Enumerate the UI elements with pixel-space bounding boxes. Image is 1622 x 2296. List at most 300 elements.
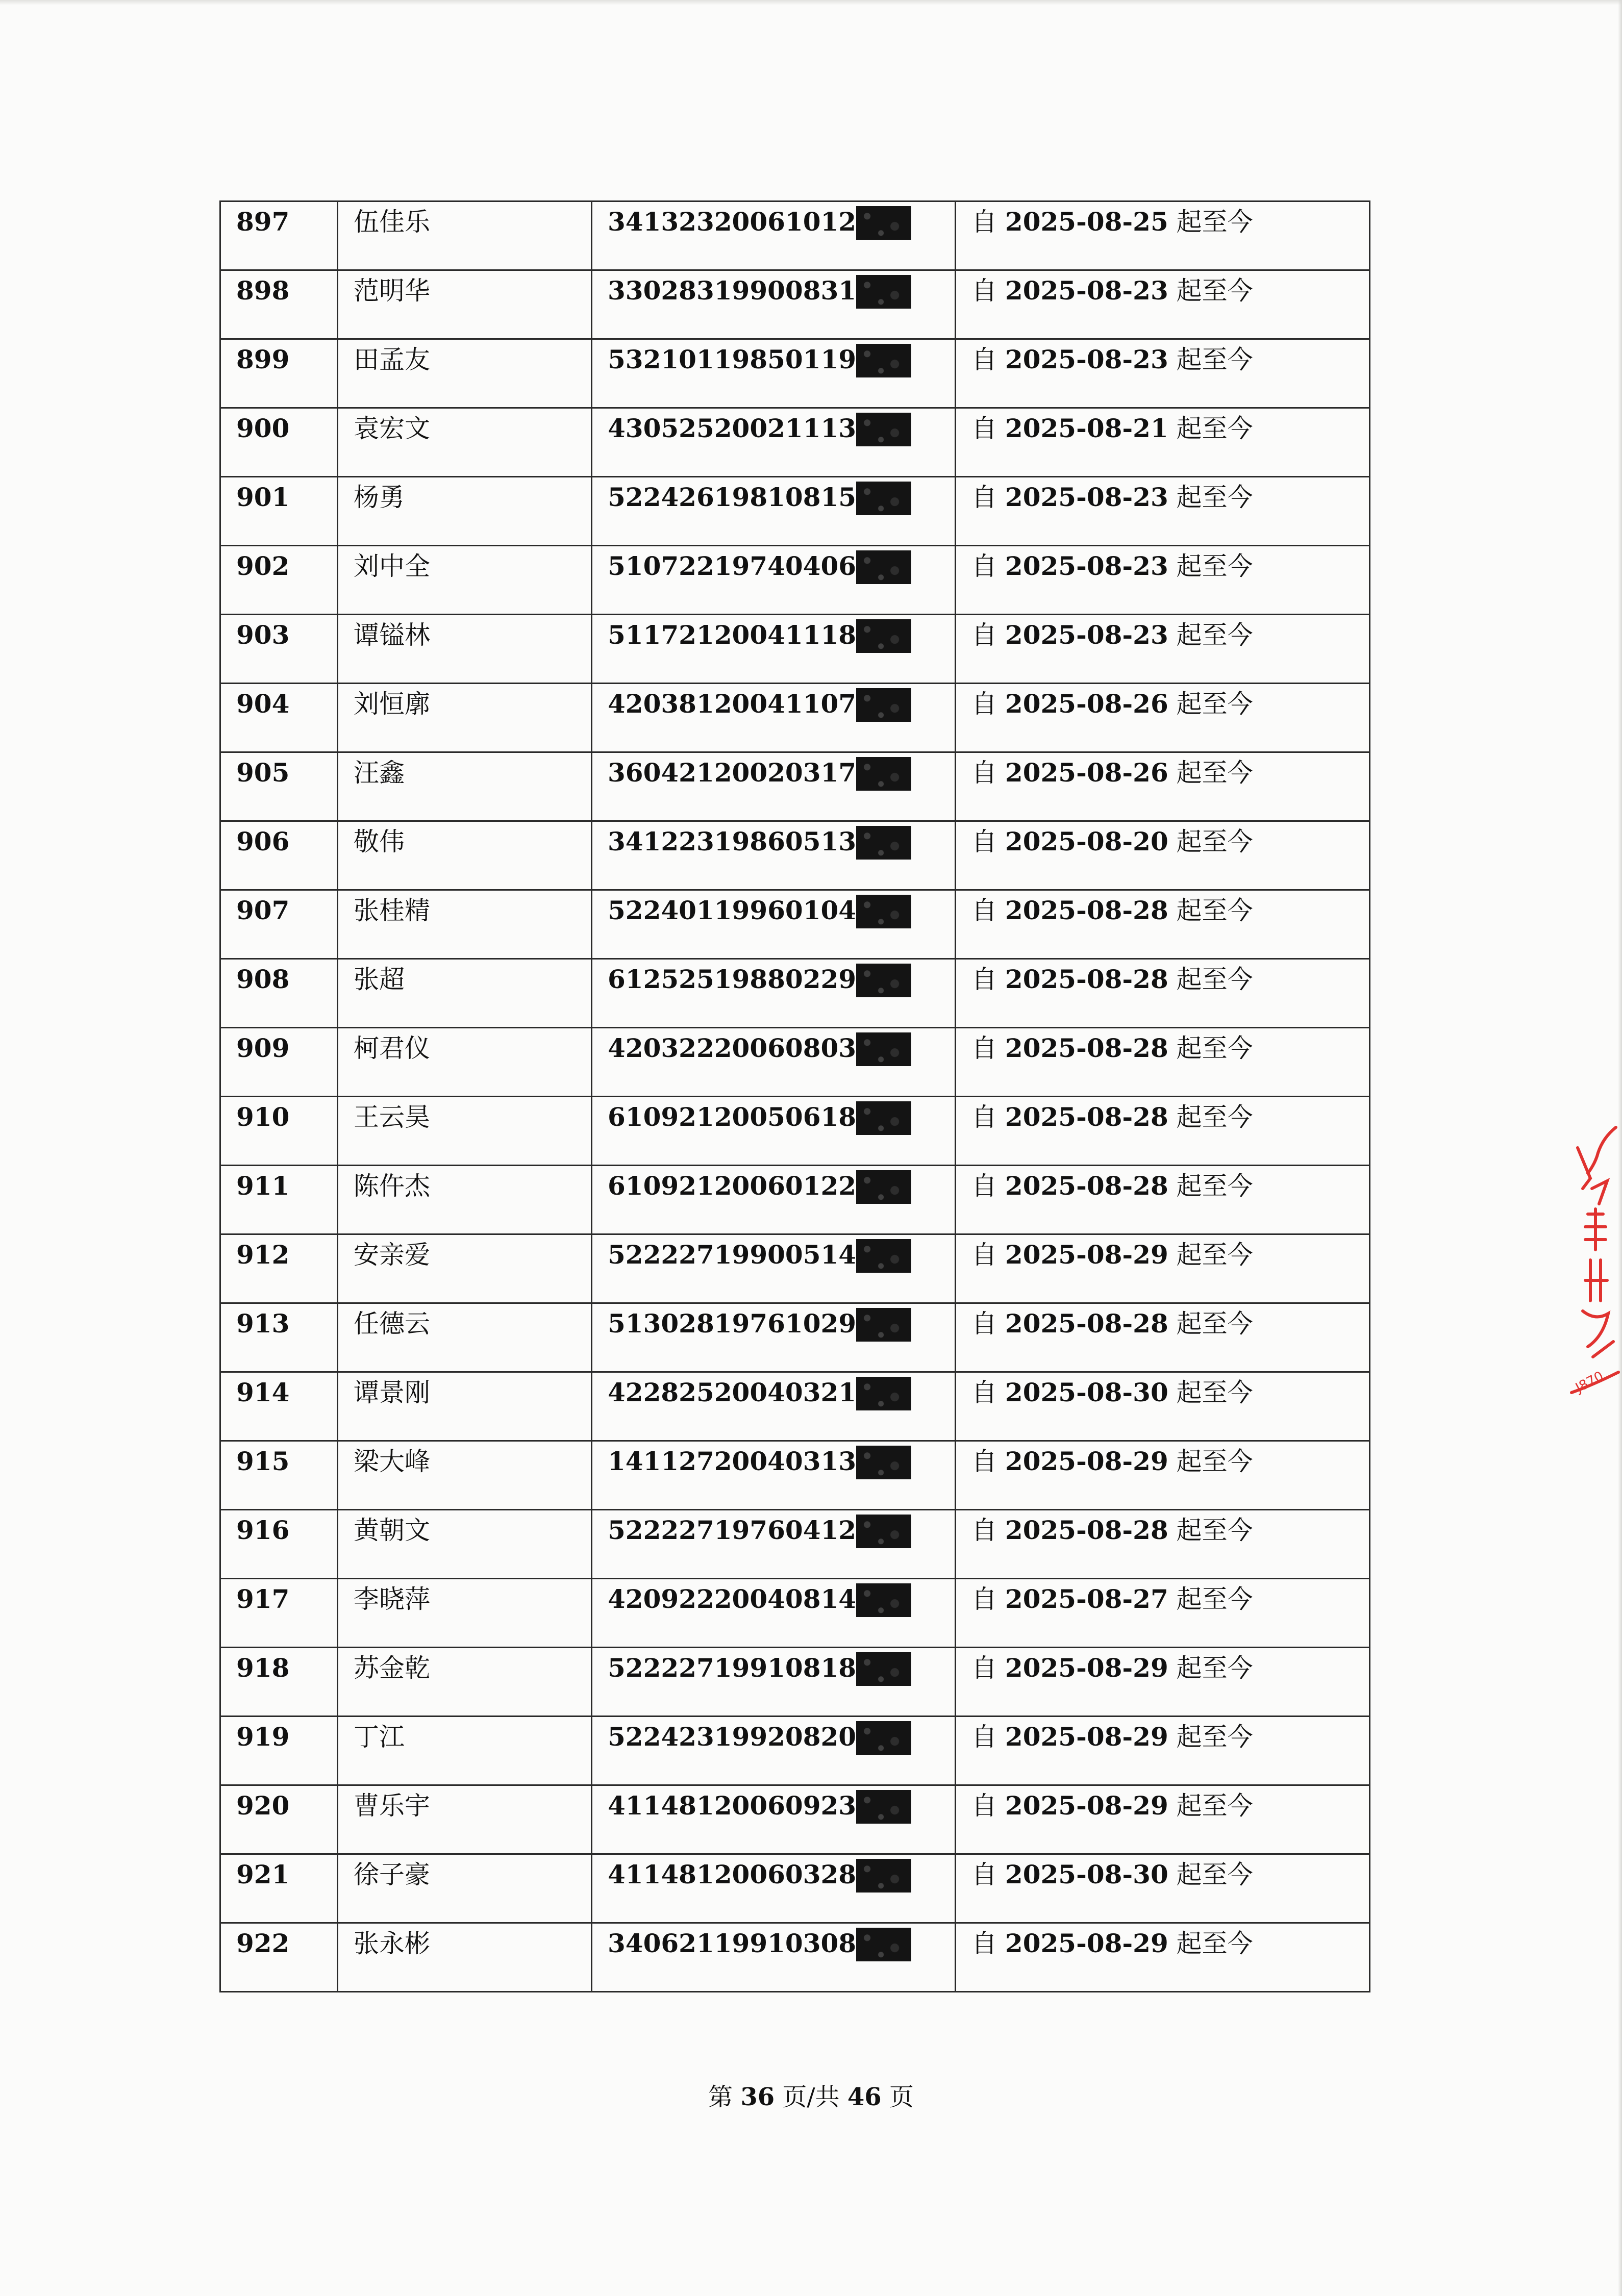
person-name: 王云昊: [354, 1102, 430, 1132]
cell-name: [338, 1579, 592, 1648]
redaction-block: [856, 1170, 911, 1204]
row-number: 922: [236, 1928, 290, 1958]
table-row: [220, 477, 1370, 546]
table-row: [220, 1372, 1370, 1441]
person-name: 汪鑫: [354, 758, 405, 788]
row-number: 902: [236, 551, 290, 581]
cell-id: [592, 1372, 956, 1441]
footer-suffix: 页: [889, 2083, 914, 2111]
seal-code-text: J870: [1573, 1368, 1606, 1396]
date-prefix: 自: [971, 689, 997, 719]
cell-no: [220, 1510, 338, 1579]
id-number: 14112720040313: [608, 1446, 857, 1476]
start-date: 2025-08-28: [1005, 1171, 1168, 1201]
redaction-block: [856, 275, 911, 309]
id-number: 52242619810815: [608, 482, 857, 512]
redaction-block: [856, 550, 911, 584]
cell-name: [338, 1648, 592, 1717]
cell-id: [592, 1510, 956, 1579]
date-suffix: 起至今: [1176, 551, 1253, 581]
cell-id: [592, 1166, 956, 1234]
cell-id: [592, 1717, 956, 1785]
table-row: [220, 1097, 1370, 1166]
row-number: 903: [236, 620, 290, 650]
cell-date: [956, 1923, 1370, 1992]
start-date: 2025-08-28: [1005, 1515, 1168, 1545]
id-number: 42092220040814: [608, 1584, 857, 1614]
row-number: 905: [236, 758, 290, 788]
cell-no: [220, 201, 338, 270]
date-suffix: 起至今: [1176, 1653, 1253, 1683]
table-row: [220, 821, 1370, 890]
start-date: 2025-08-30: [1005, 1377, 1168, 1407]
footer-middle: 页/共: [782, 2083, 840, 2111]
date-suffix: 起至今: [1176, 1240, 1253, 1270]
footer-total-pages: 46: [847, 2083, 882, 2111]
id-number: 51172120041118: [608, 620, 857, 650]
person-name: 丁江: [354, 1722, 405, 1752]
cell-name: [338, 890, 592, 959]
table-row: [220, 1303, 1370, 1372]
row-number: 920: [236, 1790, 290, 1821]
cell-date: [956, 339, 1370, 408]
cell-id: [592, 1579, 956, 1648]
date-prefix: 自: [971, 1240, 997, 1270]
redaction-block: [856, 1377, 911, 1410]
date-suffix: 起至今: [1176, 1791, 1253, 1821]
row-number: 898: [236, 275, 290, 306]
cell-no: [220, 1785, 338, 1854]
row-number: 900: [236, 413, 290, 443]
cell-no: [220, 1854, 338, 1923]
cell-no: [220, 890, 338, 959]
date-suffix: 起至今: [1176, 1447, 1253, 1476]
cell-date: [956, 1648, 1370, 1717]
cell-name: [338, 546, 592, 615]
redaction-block: [856, 344, 911, 377]
cell-name: [338, 1303, 592, 1372]
id-number: 61092120060122: [608, 1171, 857, 1201]
cell-id: [592, 1303, 956, 1372]
table-row: [220, 546, 1370, 615]
row-number: 901: [236, 482, 290, 512]
start-date: 2025-08-23: [1005, 275, 1168, 306]
date-prefix: 自: [971, 207, 997, 237]
redaction-block: [856, 1583, 911, 1617]
person-name: 张超: [354, 965, 405, 994]
person-name: 张桂精: [354, 896, 430, 925]
row-number: 913: [236, 1308, 290, 1339]
cell-id: [592, 959, 956, 1028]
start-date: 2025-08-28: [1005, 1308, 1168, 1339]
cell-id: [592, 615, 956, 684]
id-number: 52222719900514: [608, 1240, 857, 1270]
date-suffix: 起至今: [1176, 1171, 1253, 1201]
redaction-block: [856, 1928, 911, 1961]
date-suffix: 起至今: [1176, 1516, 1253, 1545]
date-prefix: 自: [971, 965, 997, 994]
cell-date: [956, 1097, 1370, 1166]
id-number: 34132320061012: [608, 207, 857, 237]
date-prefix: 自: [971, 1929, 997, 1958]
date-prefix: 自: [971, 414, 997, 443]
redaction-block: [856, 206, 911, 240]
redaction-block: [856, 964, 911, 997]
date-suffix: 起至今: [1176, 276, 1253, 306]
cell-name: [338, 1166, 592, 1234]
date-suffix: 起至今: [1176, 689, 1253, 719]
redaction-block: [856, 1859, 911, 1893]
redaction-block: [856, 1101, 911, 1135]
redaction-block: [856, 1790, 911, 1824]
cell-date: [956, 1303, 1370, 1372]
date-prefix: 自: [971, 827, 997, 856]
footer-prefix: 第: [708, 2083, 733, 2111]
redaction-block: [856, 482, 911, 515]
cell-name: [338, 270, 592, 339]
row-number: 907: [236, 895, 290, 925]
date-prefix: 自: [971, 1791, 997, 1821]
cell-no: [220, 1923, 338, 1992]
date-prefix: 自: [971, 1378, 997, 1407]
cell-no: [220, 1303, 338, 1372]
cell-no: [220, 615, 338, 684]
start-date: 2025-08-29: [1005, 1240, 1168, 1270]
person-name: 李晓萍: [354, 1584, 430, 1614]
table-row: [220, 1717, 1370, 1785]
cell-date: [956, 546, 1370, 615]
date-suffix: 起至今: [1176, 1722, 1253, 1752]
start-date: 2025-08-20: [1005, 826, 1168, 856]
id-number: 42038120041107: [608, 689, 857, 719]
redaction-block: [856, 1032, 911, 1066]
cell-date: [956, 1372, 1370, 1441]
cell-id: [592, 890, 956, 959]
row-number: 906: [236, 826, 290, 856]
table-row: [220, 1648, 1370, 1717]
cell-no: [220, 1372, 338, 1441]
row-number: 918: [236, 1653, 290, 1683]
row-number: 915: [236, 1446, 290, 1476]
table-row: [220, 1234, 1370, 1303]
cell-name: [338, 408, 592, 477]
person-name: 谭景刚: [354, 1378, 430, 1407]
cell-date: [956, 1234, 1370, 1303]
table-row: [220, 1441, 1370, 1510]
cell-no: [220, 1028, 338, 1097]
cell-date: [956, 615, 1370, 684]
id-number: 34062119910308: [608, 1928, 857, 1958]
date-prefix: 自: [971, 483, 997, 512]
redaction-block: [856, 413, 911, 446]
start-date: 2025-08-28: [1005, 1033, 1168, 1063]
start-date: 2025-08-28: [1005, 895, 1168, 925]
cell-no: [220, 477, 338, 546]
cell-no: [220, 546, 338, 615]
id-number: 53210119850119: [608, 344, 857, 374]
cell-name: [338, 1717, 592, 1785]
cell-date: [956, 1028, 1370, 1097]
id-number: 33028319900831: [608, 275, 857, 306]
date-prefix: 自: [971, 345, 997, 374]
cell-name: [338, 1923, 592, 1992]
cell-no: [220, 1717, 338, 1785]
cell-date: [956, 408, 1370, 477]
person-name: 陈仵杰: [354, 1171, 430, 1201]
table-row: [220, 408, 1370, 477]
cell-date: [956, 1717, 1370, 1785]
date-prefix: 自: [971, 1516, 997, 1545]
cell-no: [220, 684, 338, 752]
cell-id: [592, 1785, 956, 1854]
person-name: 敬伟: [354, 827, 405, 856]
start-date: 2025-08-23: [1005, 482, 1168, 512]
cell-no: [220, 1166, 338, 1234]
start-date: 2025-08-28: [1005, 964, 1168, 994]
start-date: 2025-08-23: [1005, 620, 1168, 650]
date-prefix: 自: [971, 620, 997, 650]
cell-id: [592, 339, 956, 408]
id-number: 41148120060328: [608, 1859, 857, 1889]
row-number: 914: [236, 1377, 290, 1407]
redaction-block: [856, 1308, 911, 1342]
row-number: 921: [236, 1859, 290, 1889]
start-date: 2025-08-30: [1005, 1859, 1168, 1889]
row-number: 916: [236, 1515, 290, 1545]
cell-id: [592, 1028, 956, 1097]
person-name: 梁大峰: [354, 1447, 430, 1476]
table-row: [220, 339, 1370, 408]
date-suffix: 起至今: [1176, 620, 1253, 650]
date-suffix: 起至今: [1176, 345, 1253, 374]
person-name: 曹乐宇: [354, 1791, 430, 1821]
date-prefix: 自: [971, 896, 997, 925]
date-suffix: 起至今: [1176, 827, 1253, 856]
cell-id: [592, 546, 956, 615]
date-suffix: 起至今: [1176, 1309, 1253, 1339]
date-suffix: 起至今: [1176, 207, 1253, 237]
cell-no: [220, 1097, 338, 1166]
redaction-block: [856, 895, 911, 928]
row-number: 904: [236, 689, 290, 719]
person-name: 徐子豪: [354, 1860, 430, 1889]
table-row: [220, 959, 1370, 1028]
date-suffix: 起至今: [1176, 896, 1253, 925]
table-row: [220, 201, 1370, 270]
start-date: 2025-08-27: [1005, 1584, 1168, 1614]
table-row: [220, 1579, 1370, 1648]
date-prefix: 自: [971, 1722, 997, 1752]
date-prefix: 自: [971, 1447, 997, 1476]
cell-date: [956, 890, 1370, 959]
person-name: 杨勇: [354, 483, 405, 512]
cell-name: [338, 821, 592, 890]
date-suffix: 起至今: [1176, 1378, 1253, 1407]
cell-name: [338, 201, 592, 270]
cell-no: [220, 339, 338, 408]
scan-edge-top: [0, 0, 1622, 5]
id-number: 61092120050618: [608, 1102, 857, 1132]
start-date: 2025-08-28: [1005, 1102, 1168, 1132]
row-number: 912: [236, 1240, 290, 1270]
start-date: 2025-08-29: [1005, 1446, 1168, 1476]
row-number: 897: [236, 207, 290, 237]
cell-id: [592, 1097, 956, 1166]
cell-name: [338, 615, 592, 684]
person-name: 刘中全: [354, 551, 430, 581]
row-number: 919: [236, 1722, 290, 1752]
cell-id: [592, 752, 956, 821]
date-prefix: 自: [971, 1033, 997, 1063]
cell-no: [220, 1579, 338, 1648]
cell-name: [338, 752, 592, 821]
cell-no: [220, 270, 338, 339]
cell-id: [592, 270, 956, 339]
cell-date: [956, 1510, 1370, 1579]
table-row: [220, 615, 1370, 684]
cell-name: [338, 477, 592, 546]
cell-name: [338, 684, 592, 752]
cell-id: [592, 477, 956, 546]
date-suffix: 起至今: [1176, 414, 1253, 443]
row-number: 911: [236, 1171, 290, 1201]
personnel-table: [219, 200, 1370, 1992]
cell-name: [338, 1234, 592, 1303]
id-number: 43052520021113: [608, 413, 857, 443]
start-date: 2025-08-25: [1005, 207, 1168, 237]
cell-no: [220, 1234, 338, 1303]
start-date: 2025-08-21: [1005, 413, 1168, 443]
cell-name: [338, 1097, 592, 1166]
redaction-block: [856, 1721, 911, 1755]
date-suffix: 起至今: [1176, 758, 1253, 788]
row-number: 899: [236, 344, 290, 374]
cell-date: [956, 1166, 1370, 1234]
start-date: 2025-08-26: [1005, 758, 1168, 788]
start-date: 2025-08-29: [1005, 1653, 1168, 1683]
date-prefix: 自: [971, 1584, 997, 1614]
cell-id: [592, 684, 956, 752]
cell-id: [592, 1854, 956, 1923]
table-row: [220, 1923, 1370, 1992]
cell-date: [956, 1441, 1370, 1510]
row-number: 917: [236, 1584, 290, 1614]
cell-id: [592, 201, 956, 270]
start-date: 2025-08-29: [1005, 1928, 1168, 1958]
person-name: 苏金乾: [354, 1653, 430, 1683]
cell-name: [338, 1028, 592, 1097]
red-seal-stamp: [1567, 1117, 1622, 1403]
cell-name: [338, 1441, 592, 1510]
cell-id: [592, 1923, 956, 1992]
cell-date: [956, 1854, 1370, 1923]
table-row: [220, 1028, 1370, 1097]
redaction-block: [856, 1446, 911, 1479]
cell-date: [956, 477, 1370, 546]
row-number: 910: [236, 1102, 290, 1132]
person-name: 谭镒林: [354, 620, 430, 650]
id-number: 52222719910818: [608, 1653, 857, 1683]
date-suffix: 起至今: [1176, 1860, 1253, 1889]
date-prefix: 自: [971, 1102, 997, 1132]
table-row: [220, 270, 1370, 339]
cell-no: [220, 821, 338, 890]
date-suffix: 起至今: [1176, 1033, 1253, 1063]
table-row: [220, 684, 1370, 752]
row-number: 908: [236, 964, 290, 994]
cell-id: [592, 408, 956, 477]
cell-date: [956, 821, 1370, 890]
id-number: 52240119960104: [608, 895, 857, 925]
cell-name: [338, 339, 592, 408]
start-date: 2025-08-29: [1005, 1790, 1168, 1821]
id-number: 42282520040321: [608, 1377, 857, 1407]
start-date: 2025-08-29: [1005, 1722, 1168, 1752]
start-date: 2025-08-23: [1005, 344, 1168, 374]
person-name: 范明华: [354, 276, 430, 306]
date-suffix: 起至今: [1176, 1102, 1253, 1132]
cell-id: [592, 1441, 956, 1510]
id-number: 51072219740406: [608, 551, 857, 581]
id-number: 34122319860513: [608, 826, 857, 856]
cell-no: [220, 1441, 338, 1510]
id-number: 41148120060923: [608, 1790, 857, 1821]
date-prefix: 自: [971, 551, 997, 581]
cell-date: [956, 959, 1370, 1028]
cell-name: [338, 1510, 592, 1579]
person-name: 张永彬: [354, 1929, 430, 1958]
cell-name: [338, 1372, 592, 1441]
person-name: 田孟友: [354, 345, 430, 374]
cell-name: [338, 1785, 592, 1854]
cell-id: [592, 1234, 956, 1303]
redaction-block: [856, 1652, 911, 1686]
cell-date: [956, 201, 1370, 270]
redaction-block: [856, 619, 911, 653]
date-prefix: 自: [971, 1309, 997, 1339]
cell-date: [956, 752, 1370, 821]
person-name: 袁宏文: [354, 414, 430, 443]
cell-id: [592, 1648, 956, 1717]
redaction-block: [856, 826, 911, 860]
date-prefix: 自: [971, 276, 997, 306]
id-number: 52242319920820: [608, 1722, 857, 1752]
row-number: 909: [236, 1033, 290, 1063]
id-number: 52222719760412: [608, 1515, 857, 1545]
cell-date: [956, 1579, 1370, 1648]
cell-date: [956, 270, 1370, 339]
person-name: 任德云: [354, 1309, 430, 1339]
table-row: [220, 752, 1370, 821]
cell-name: [338, 959, 592, 1028]
table-row: [220, 1510, 1370, 1579]
id-number: 42032220060803: [608, 1033, 857, 1063]
page-footer: [0, 2077, 1622, 2112]
cell-no: [220, 752, 338, 821]
table-row: [220, 1785, 1370, 1854]
cell-name: [338, 1854, 592, 1923]
cell-date: [956, 684, 1370, 752]
redaction-block: [856, 1239, 911, 1273]
date-prefix: 自: [971, 1653, 997, 1683]
date-prefix: 自: [971, 1171, 997, 1201]
table-row: [220, 1166, 1370, 1234]
person-name: 安亲爱: [354, 1240, 430, 1270]
person-name: 黄朝文: [354, 1516, 430, 1545]
redaction-block: [856, 688, 911, 722]
cell-no: [220, 408, 338, 477]
cell-no: [220, 959, 338, 1028]
